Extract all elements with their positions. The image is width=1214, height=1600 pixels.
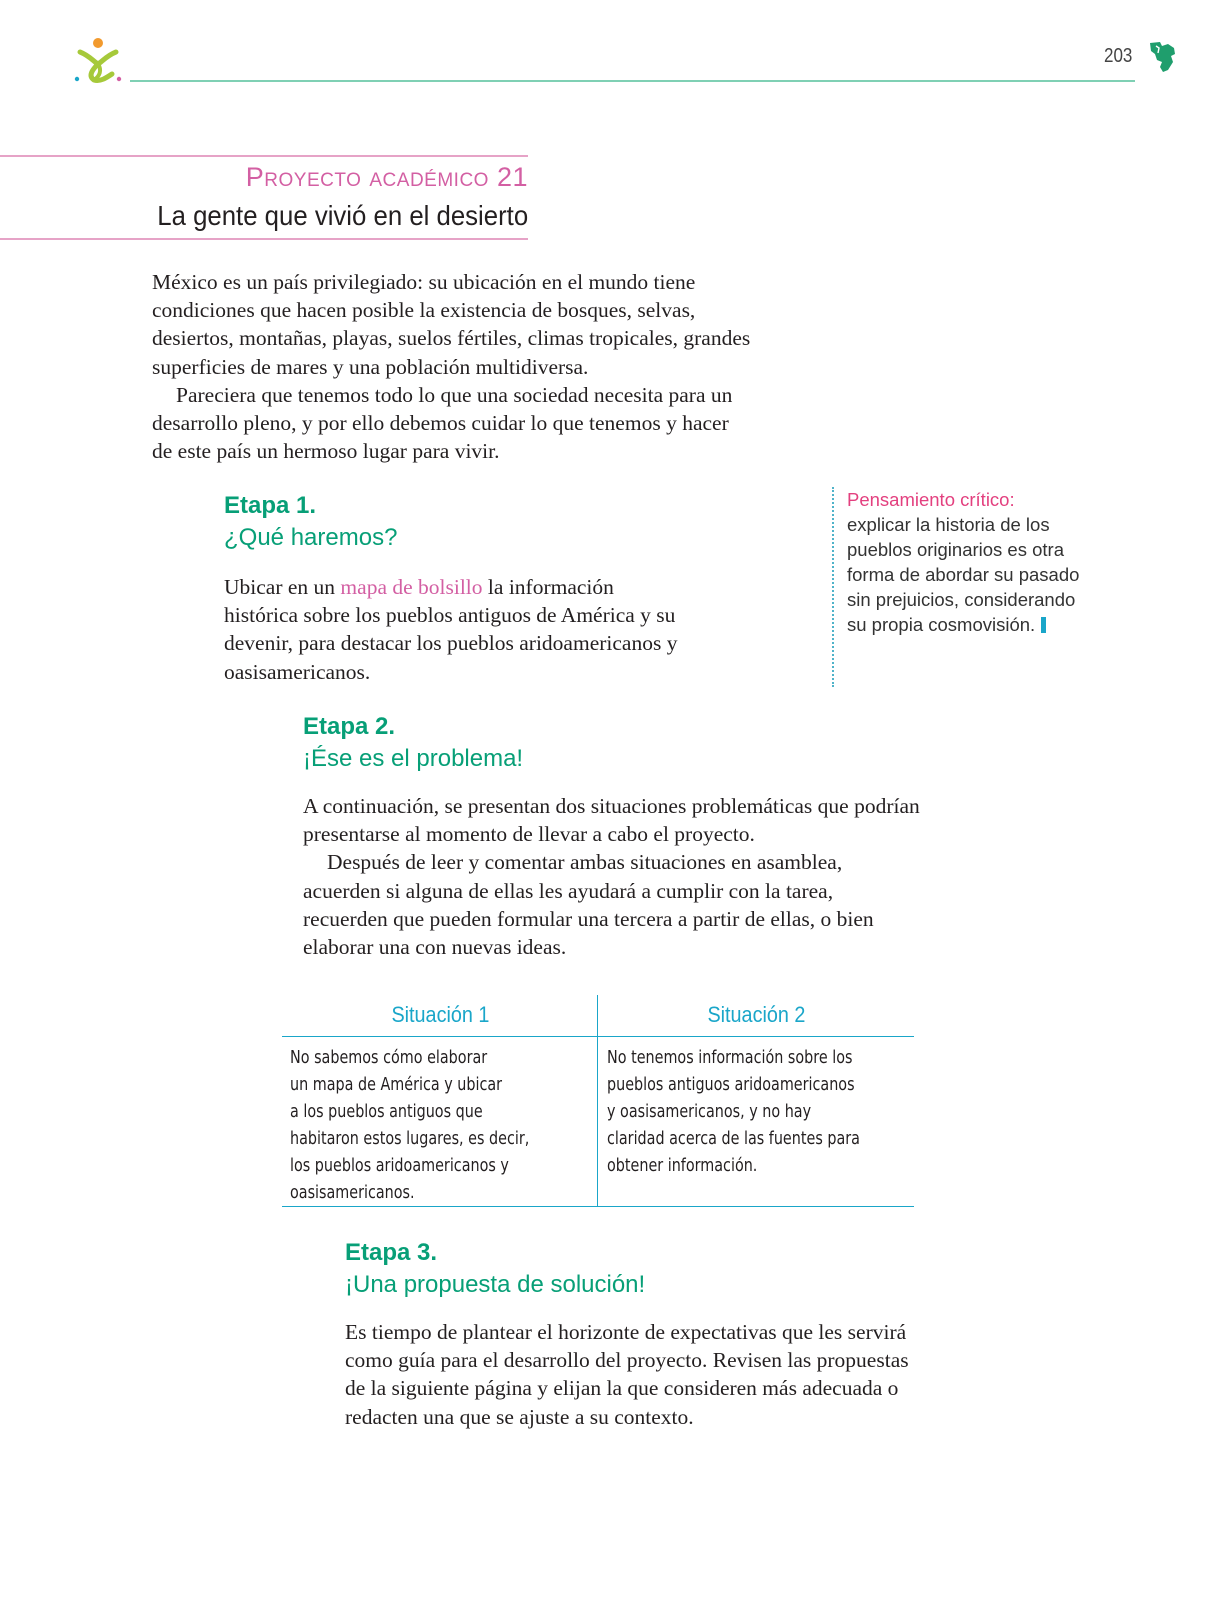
stage-1-title: Etapa 1. — [224, 492, 317, 519]
end-mark-icon — [1041, 617, 1046, 633]
stage-1-subtitle: ¿Qué haremos? — [224, 524, 398, 551]
sidebar-text-block — [847, 512, 1087, 637]
stage-1-heading — [224, 490, 397, 554]
stage-3-paragraph: Es tiempo de plantear el horizonte de expectativas que les servirá como guía para el desarrollo del proyecto. Revisen las propuestas de la siguiente página y elijan la que consideren más adecuada o redacten una que se ajuste a su contexto. — [345, 1320, 909, 1429]
mexico-map-icon — [1146, 40, 1178, 74]
project-label: Proyecto académico 21 — [245, 162, 528, 192]
title-rule-top — [0, 155, 528, 157]
stage-2-section — [303, 792, 923, 961]
intro-paragraph-1: México es un país privilegiado: su ubicación en el mundo tiene condiciones que hacen posible la existencia de bosques, selvas, desiertos, montañas, playas, suelos fértiles, climas tropicales, grandes superficies de mares y una población multidiversa. — [152, 270, 751, 379]
situation-2-cell — [607, 1045, 917, 1180]
title-rule-bottom — [0, 238, 528, 240]
stage-2-heading — [303, 711, 523, 775]
stage-2-paragraph-1: A continuación, se presentan dos situaciones problemáticas que podrían presentarse al momento de llevar a cabo el proyecto. — [303, 794, 920, 847]
stage-2-subtitle: ¡Ése es el problema! — [303, 745, 524, 772]
table-line: claridad acerca de las fuentes para — [607, 1129, 860, 1149]
stage-1-text-before: Ubicar en un — [224, 575, 341, 599]
stage-2-paragraph-2: Después de leer y comentar ambas situaciones en asamblea, acuerden si alguna de ellas les ayudará a cumplir con la tarea, recuerden que pueden formular una tercera a partir de ellas, o bien elaborar una con nuevas ideas. — [303, 850, 874, 960]
stage-1-text-after: la información histórica sobre los pueblos antiguos de América y su devenir, para destacar los pueblos aridoamericanos y oasisamericanos. — [224, 575, 678, 684]
table-header-situation-2 — [598, 995, 914, 1037]
table-line: obtener información. — [607, 1156, 758, 1176]
critical-thinking-sidebar — [832, 487, 1087, 687]
intro-section — [152, 268, 752, 465]
page-number: 203 — [1104, 45, 1133, 67]
table-line: pueblos antiguos aridoamericanos — [607, 1075, 855, 1095]
table-bottom-rule — [282, 1206, 914, 1207]
stage-1-paragraph — [224, 573, 684, 686]
stage-3-subtitle: ¡Una propuesta de solución! — [345, 1271, 646, 1298]
table-line: habitaron estos lugares, es decir, — [290, 1129, 530, 1149]
situation-2-heading: Situación 2 — [707, 1002, 805, 1027]
intro-paragraph-2: Pareciera que tenemos todo lo que una sociedad necesita para un desarrollo pleno, y por ello debemos cuidar lo que tenemos y hacer de este país un hermoso lugar para vivir. — [152, 382, 733, 464]
situation-1-cell — [290, 1045, 600, 1207]
table-header-situation-1 — [282, 995, 598, 1037]
sidebar-heading: Pensamiento crítico: — [847, 489, 1015, 510]
table-line: a los pueblos antiguos que — [290, 1102, 483, 1122]
stage-2-title: Etapa 2. — [303, 713, 396, 740]
table-header-rule — [282, 1036, 914, 1037]
stage-3-heading — [345, 1237, 645, 1301]
project-title: La gente que vivió en el desierto — [157, 200, 528, 231]
table-line: oasisamericanos. — [290, 1183, 415, 1203]
sidebar-text: explicar la historia de los pueblos originarios es otra forma de abordar su pasado sin prejuicios, considerando su propia cosmovisión. — [847, 514, 1080, 635]
table-line: No tenemos información sobre los — [607, 1048, 853, 1068]
series-logo-icon — [72, 34, 124, 86]
table-line: No sabemos cómo elaborar — [290, 1048, 488, 1068]
situations-table — [282, 995, 914, 1208]
header-rule — [130, 80, 1135, 82]
table-line: un mapa de América y ubicar — [290, 1075, 503, 1095]
glossary-term-mapa-de-bolsillo: mapa de bolsillo — [340, 575, 483, 599]
stage-3-title: Etapa 3. — [345, 1239, 438, 1266]
table-line: los pueblos aridoamericanos y — [290, 1156, 509, 1176]
table-line: y oasisamericanos, y no hay — [607, 1102, 812, 1122]
situation-1-heading: Situación 1 — [391, 1002, 489, 1027]
